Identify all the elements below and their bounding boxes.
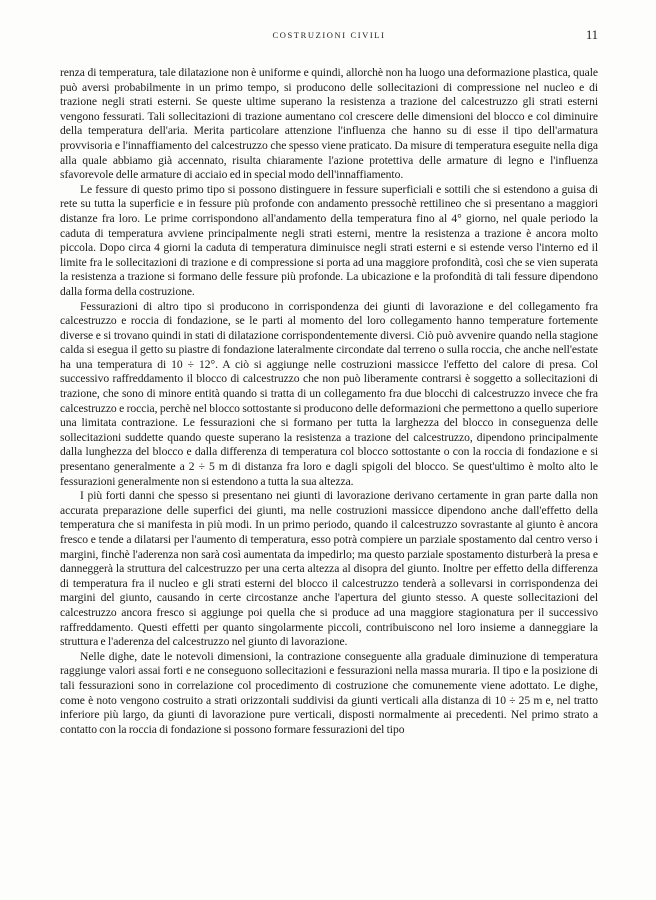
paragraph-1: renza di temperatura, tale dilatazione non è uniforme e quindi, allorchè non ha luogo una deformazione plastica, quale può aversi probabilmente in un primo tempo, si producono delle sollecitazioni di compressione nel nucleo e di trazione negli strati esterni. Se queste ultime superano la resistenza a trazione del calcestruzzo gli strati esterni vengono fessurati. Tali sollecitazioni di trazione aumentano col crescere delle dimensioni del blocco e col diminuire della temperatura dell'aria. Merita particolare attenzione l'influenza che hanno su di esse il tipo dell'armatura provvisoria e l'innaffiamento del calcestruzzo che spesso viene praticato. Da misure di temperatura eseguite nella diga alla quale abbiamo già accennato, risulta chiaramente l'azione protettiva delle armature di legno e l'influenza sfavorevole delle armature di acciaio ed in special modo dell'innaffiamento. (60, 66, 598, 182)
running-head: COSTRUZIONI CIVILI (272, 30, 386, 40)
page-number: 11 (585, 28, 598, 42)
body-text (60, 66, 598, 737)
page-header (60, 30, 598, 46)
paragraph-4: I più forti danni che spesso si presentano nei giunti di lavorazione derivano certamente in gran parte dalla non accurata preparazione delle superfici dei giunti, ma nelle costruzioni massicce dipendono anche dall'effetto della temperatura che si manifesta in più modi. In un primo periodo, quando il calcestruzzo sovrastante al giunto è ancora fresco e tende a dilatarsi per l'aumento di temperatura, esso potrà compiere un parziale spostamento dal centro verso i margini, finchè l'aderenza non sarà così aumentata da impedirlo; ma questo parziale spostamento disturberà la presa e danneggerà la struttura del calcestruzzo per una certa altezza al disopra del giunto. Inoltre per effetto della differenza di temperatura fra il nucleo e gli strati esterni del blocco il calcestruzzo tenderà a sollevarsi in corrispondenza dei margini del giunto, causando in certe circostanze anche l'apertura del giunto stesso. A queste sollecitazioni del calcestruzzo ancora fresco si aggiunge poi quella che si produce ad una maggiore stagionatura per il successivo raffreddamento. Questi effetti per quanto singolarmente piccoli, contribuiscono nel loro insieme a danneggiare la struttura e l'aderenza del calcestruzzo nel giunto di lavorazione. (60, 489, 598, 649)
paragraph-3: Fessurazioni di altro tipo si producono in corrispondenza dei giunti di lavorazione e del collegamento fra calcestruzzo e roccia di fondazione, se le parti al momento del loro collegamento hanno temperature fortemente diverse e si trovano quindi in stati di dilatazione corrispondentemente diversi. Ciò può avvenire quando nella stagione calda si esegua il getto su piastre di fondazione lateralmente circondate dal terreno o sulla roccia, che anche nell'estate ha una temperatura di 10 ÷ 12°. A ciò si aggiunge nelle costruzioni massicce l'effetto del calore di presa. Col successivo raffreddamento il blocco di calcestruzzo che non può liberamente contrarsi è soggetto a sollecitazioni di trazione, che sono di minore entità quando si tratta di un collegamento fra due blocchi di calcestruzzo invece che fra calcestruzzo e roccia, perchè nel blocco sottostante si producono delle deformazioni che permettono a quello superiore una limitata contrazione. Le fessurazioni che si formano per tutta la larghezza del blocco in conseguenza delle sollecitazioni suddette quando queste superano la resistenza a trazione del calcestruzzo, dipendono principalmente dalla lunghezza del blocco e dalla differenza di temperatura col blocco sottostante o con la roccia di fondazione e si presentano generalmente a 2 ÷ 5 m di distanza fra loro e dagli spigoli del blocco. Se quest'ultimo è molto alto le fessurazioni generalmente non si estendono a tutta la sua altezza. (60, 299, 598, 488)
paragraph-5: Nelle dighe, date le notevoli dimensioni, la contrazione conseguente alla graduale diminuzione di temperatura raggiunge valori assai forti e ne conseguono sollecitazioni e fessurazioni nella massa muraria. Il tipo e la posizione di tali fessurazioni sono in correlazione col procedimento di costruzione che comunemente viene adottato. Le dighe, come è noto vengono costruito a strati orizzontali suddivisi da giunti verticali alla distanza di 10 ÷ 25 m e, nel tratto inferiore più largo, da giunti di lavorazione pure verticali, disposti normalmente ai precedenti. Nel primo strato a contatto con la roccia di fondazione si possono formare fessurazioni del tipo (60, 649, 598, 736)
paragraph-2: Le fessure di questo primo tipo si possono distinguere in fessure superficiali e sottili che si estendono a guisa di rete su tutta la superficie e in fessure più profonde con andamento pressochè rettilineo che si presentano a maggiori distanze fra loro. Le prime corrispondono all'andamento della temperatura fino al 4° giorno, nel quale periodo la caduta di temperatura avviene principalmente negli strati esterni, mentre la resistenza a trazione è ancora molto piccola. Dopo circa 4 giorni la caduta di temperatura diminuisce negli strati esterni e si estende verso l'interno ed il limite fra le sollecitazioni di trazione e di compressione si porta ad una maggiore profondità, così che se vien superata la resistenza a trazione si formano delle fessure più profonde. La ubicazione e la profondità di tali fessure dipendono dalla forma della costruzione. (60, 182, 598, 298)
